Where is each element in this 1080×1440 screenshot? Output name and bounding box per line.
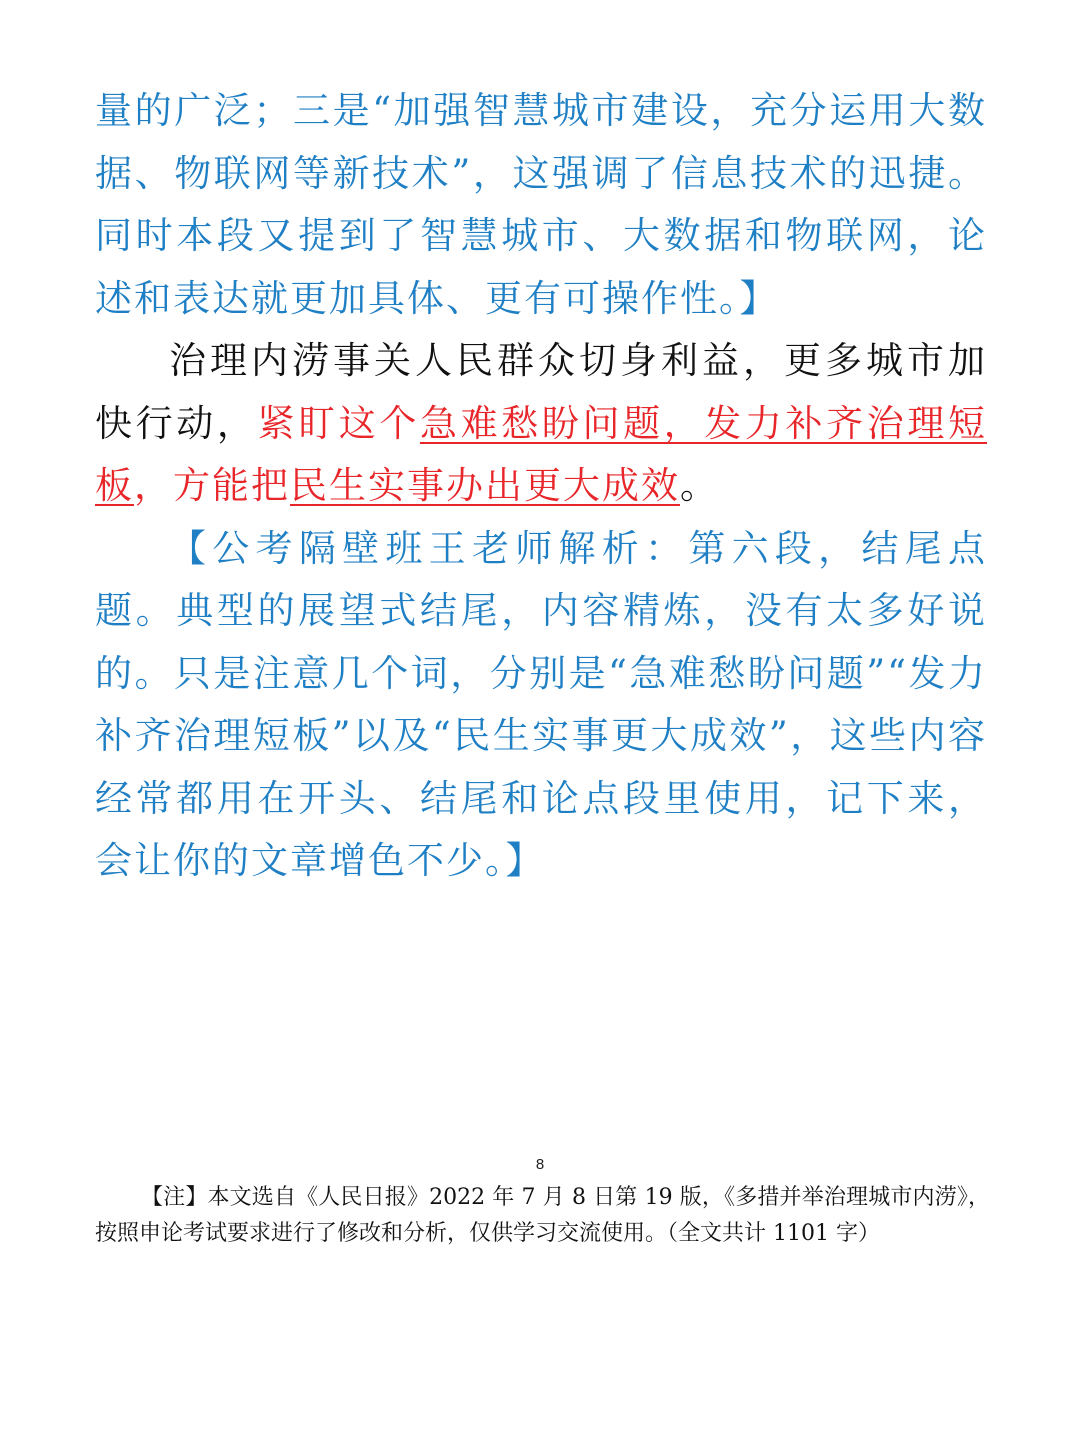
closing-text-red-underlined-2: 民生实事办出更大成效 — [290, 464, 680, 507]
closing-text-red-2: ，方能把 — [134, 464, 290, 507]
page-number: 8 — [535, 1156, 545, 1173]
teacher-analysis-paragraph: 【公考隔壁班王老师解析：第六段，结尾点题。典型的展望式结尾，内容精炼，没有太多好说的。只是注意几个词，分别是“急难愁盼问题”“发力补齐治理短板”以及“民生实事更大成效”，这些内容经常都用在开头、结尾和论点段里使用，记下来，会让你的文章增色不少。】 — [95, 526, 987, 882]
closing-text-end: 。 — [680, 464, 719, 507]
closing-text-red-underlined: 急难愁盼问题，发力补齐治理短板 — [95, 401, 988, 507]
closing-text-part1: 治理内涝事关人民群众切身利益，更多城市加快行动， — [95, 339, 987, 445]
article-body — [95, 80, 987, 893]
analysis-continuation-paragraph: 量的广泛；三是“加强智慧城市建设，充分运用大数据、物联网等新技术”，这强调了信息技术的迅捷。同时本段又提到了智慧城市、大数据和物联网，论述和表达就更加具体、更有可操作性。】 — [95, 89, 987, 320]
closing-text-red: 紧盯这个 — [257, 401, 420, 445]
footnote-text: 【注】本文选自《人民日报》2022 年 7 月 8 日第 19 版，《多措并举治理城市内涝》，按照申论考试要求进行了修改和分析，仅供学习交流使用。（全文共计 1101 字） — [95, 1185, 990, 1246]
article-closing-paragraph — [95, 330, 987, 518]
footnote — [95, 1180, 990, 1252]
